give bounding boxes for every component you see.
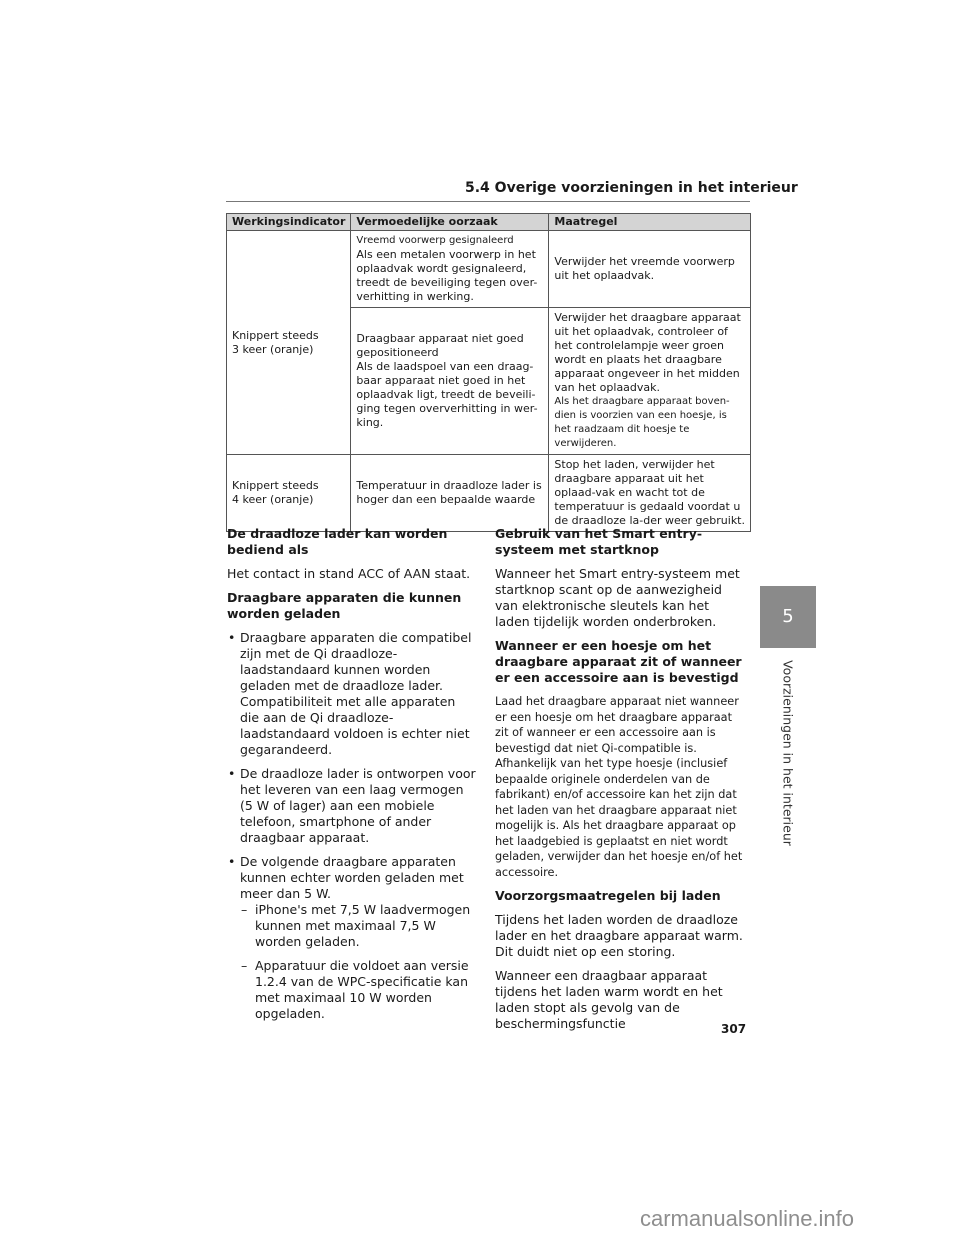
section-header: 5.4 Overige voorzieningen in het interieur <box>465 180 798 196</box>
heading-precautions: Voorzorgsmaatregelen bij laden <box>495 888 721 903</box>
paragraph-case-accessory: Laad het draagbare apparaat niet wanneer er een hoesje om het draagbare apparaat zit of wanneer er een accessoire aan is bevestigd dat niet Qi-compatible is. Afhankelijk van het type hoesje (inclusief bepaalde originele onderdelen van de fabrikant) en/of accessoire kan het zijn dat het laden van het draagbare apparaat niet mogelijk is. Als het draagbare apparaat op het laadgebied is geplaatst en niet wordt geladen, verwijder dan het hoesje en/of het accessoire. <box>495 695 743 879</box>
cause-cell <box>351 231 549 308</box>
dash-item: – Apparatuur die voldoet aan versie 1.2.4 van de WPC-specificatie kan met maximaal 10 W worden opgeladen. <box>227 958 477 1022</box>
cause-cell: Draagbaar apparaat niet goed gepositioneerd Als de laadspoel van een draag-baar apparaat niet goed in het oplaadvak ligt, treedt de beveili-ging tegen oververhitting in wer-king. <box>351 308 549 455</box>
cause-title: Vreemd voorwerp gesignaleerd <box>356 235 514 246</box>
left-column <box>227 526 477 1030</box>
bullet-item: • De volgende draagbare apparaten kunnen echter worden geladen met meer dan 5 W. <box>227 854 477 902</box>
heading-smart-entry: Gebruik van het Smart entry-systeem met startknop <box>495 526 703 557</box>
indicator-cell: Knippert steeds 3 keer (oranje) <box>227 231 351 455</box>
action-cell <box>549 308 751 455</box>
right-column <box>495 526 745 1040</box>
indicator-table <box>226 213 751 532</box>
action-cell: Stop het laden, verwijder het draagbare apparaat uit het oplaad-vak en wacht tot de temperatuur is gedaald voordat u de draadloze la-der weer gebruikt. <box>549 455 751 532</box>
heading-operation: De draadloze lader kan worden bediend als <box>227 526 448 557</box>
dash-item: – iPhone's met 7,5 W laadvermogen kunnen met maximaal 7,5 W worden geladen. <box>227 902 477 950</box>
bullet-item: • De draadloze lader is ontworpen voor het leveren van een laag vermogen (5 W of lager) aan een mobiele telefoon, smartphone of ander draagbaar apparaat. <box>227 766 477 846</box>
chapter-tab: 5 <box>760 586 816 648</box>
heading-case-accessory: Wanneer er een hoesje om het draagbare apparaat zit of wanneer er een accessoire aan is bevestigd <box>495 638 742 685</box>
watermark: carmanualsonline.info <box>640 1206 855 1231</box>
header-divider <box>226 201 750 202</box>
table-row <box>227 455 751 532</box>
table-header-row <box>227 214 751 231</box>
column-header-action: Maatregel <box>549 214 751 231</box>
action-note: Als het draagbare apparaat boven-dien is voorzien van een hoesje, is het raadzaam dit hoesje te verwijderen. <box>554 396 730 449</box>
cause-cell: Temperatuur in draadloze lader is hoger dan een bepaalde waarde <box>351 455 549 532</box>
indicator-cell: Knippert steeds 4 keer (oranje) <box>227 455 351 532</box>
paragraph-ignition: Het contact in stand ACC of AAN staat. <box>227 566 471 581</box>
chapter-title-text: Voorzieningen in het interieur <box>780 660 796 846</box>
column-header-cause: Vermoedelijke oorzaak <box>351 214 549 231</box>
heading-chargeable-devices: Draagbare apparaten die kunnen worden geladen <box>227 590 462 621</box>
action-cell: Verwijder het vreemde voorwerp uit het oplaadvak. <box>549 231 751 308</box>
cause-text: Als een metalen voorwerp in het oplaadvak wordt gesignaleerd, treedt de beveiliging tegen over-verhitting in werking. <box>356 248 538 303</box>
table-row <box>227 231 751 308</box>
action-text: Verwijder het draagbare apparaat uit het oplaadvak, controleer of het controlelampje weer groen wordt en plaats het draagbare apparaat ongeveer in het midden van het oplaadvak. <box>554 311 741 394</box>
chapter-title-vertical <box>760 648 816 858</box>
column-header-indicator: Werkingsindicator <box>227 214 351 231</box>
paragraph-heat: Tijdens het laden worden de draadloze lader en het draagbare apparaat warm. Dit duidt niet op een storing. <box>495 912 743 959</box>
paragraph-smart-entry: Wanneer het Smart entry-systeem met startknop scant op de aanwezigheid van elektronische sleutels kan het laden tijdelijk worden onderbroken. <box>495 566 740 629</box>
bullet-item: • Draagbare apparaten die compatibel zijn met de Qi draadloze-laadstandaard kunnen worden geladen met de draadloze lader. Compatibiliteit met alle apparaten die aan de Qi draadloze-laadstandaard voldoen is echter niet gegarandeerd. <box>227 630 477 758</box>
paragraph-protection: Wanneer een draagbaar apparaat tijdens het laden warm wordt en het laden stopt als gevolg van de beschermingsfunctie <box>495 968 723 1031</box>
page-number: 307 <box>721 1022 747 1036</box>
